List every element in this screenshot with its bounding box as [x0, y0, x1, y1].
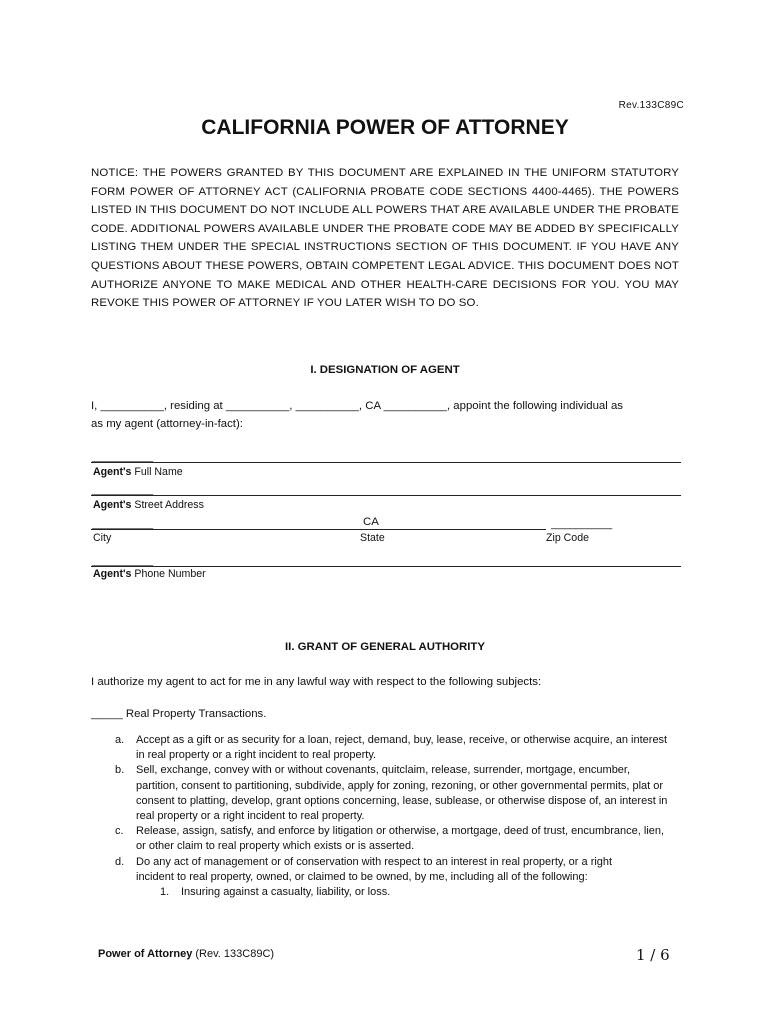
agent-full-name-line: [91, 462, 681, 463]
list-item-marker: d.: [115, 855, 125, 868]
agent-full-name-blank[interactable]: __________: [92, 451, 154, 463]
list-item-marker: c.: [115, 825, 124, 838]
footer-doc-info: [98, 948, 274, 960]
footer-doc-name: Power of Attorney: [98, 948, 193, 960]
list-item: [115, 824, 675, 854]
agent-street-address-blank[interactable]: __________: [92, 484, 154, 496]
footer-rev: (Rev. 133C89C): [195, 948, 275, 960]
real-property-powers-list: [115, 733, 675, 900]
real-property-subject-line[interactable]: _____ Real Property Transactions.: [91, 708, 267, 720]
agent-city-state-line: [91, 529, 546, 530]
list-item-marker: b.: [115, 764, 125, 777]
page-number: 1 / 6: [636, 946, 670, 964]
sub-list-item: [115, 885, 675, 900]
city-label: City: [93, 532, 112, 544]
agent-phone-blank[interactable]: __________: [92, 555, 154, 567]
revision-code: Rev.133C89C: [618, 100, 684, 111]
agent-phone-line: [91, 566, 681, 567]
list-item: [115, 763, 675, 824]
agent-phone-label: Agent's Phone Number: [93, 568, 206, 580]
state-label: State: [360, 532, 385, 544]
agent-zip-blank[interactable]: __________: [551, 518, 613, 530]
sub-list-item-text: Insuring against a casualty, liability, or loss.: [181, 886, 391, 899]
list-item-text: Release, assign, satisfy, and enforce by litigation or otherwise, a mortgage, deed of trust, encumbrance, lien, or other claim to real property which exists or is asserted.: [136, 825, 665, 853]
agent-street-address-label: Agent's Street Address: [93, 499, 204, 511]
list-item-marker: a.: [115, 734, 125, 746]
designation-intro-line-2: as my agent (attorney-in-fact):: [91, 418, 243, 430]
section-heading-general-authority: II. GRANT OF GENERAL AUTHORITY: [285, 641, 485, 653]
agent-state-value: CA: [363, 516, 379, 528]
authority-intro: I authorize my agent to act for me in any lawful way with respect to the following subjects:: [91, 676, 542, 688]
agent-street-address-line: [91, 495, 681, 496]
sub-list-item-marker: 1.: [160, 886, 170, 899]
list-item-text: Sell, exchange, convey with or without covenants, quitclaim, release, surrender, mortgage, encumber, partition, consent to partitioning, subdivide, apply for zoning, rezoning, or other governmental permits, plat or consent to platting, develop, grant options concerning, lease, sublease, or otherwise dispose of, an interest in real property or a right incident to real property.: [136, 764, 668, 823]
list-item-text: Do any act of management or of conservation with respect to an interest in real property, or a right incident to real property, owned, or claimed to be owned, by me, including all of the following:: [136, 855, 613, 883]
list-item-text: Accept as a gift or as security for a loan, reject, demand, buy, lease, receive, or otherwise acquire, an interest in real property or a right incident to real property.: [136, 734, 668, 762]
agent-full-name-label: Agent's Full Name: [93, 466, 183, 478]
list-item: [115, 855, 646, 885]
section-heading-designation: I. DESIGNATION OF AGENT: [310, 364, 460, 376]
designation-intro-line-1: I, __________, residing at __________, __________, CA __________, appoint the following individual as: [91, 400, 623, 412]
notice-paragraph: NOTICE: THE POWERS GRANTED BY THIS DOCUMENT ARE EXPLAINED IN THE UNIFORM STATUTORY FORM POWER OF ATTORNEY ACT (CALIFORNIA PROBATE CODE SECTIONS 4400-4465). THE POWERS LISTED IN THIS DOCUMENT DO NOT INCLUDE ALL POWERS THAT ARE AVAILABLE UNDER THE PROBATE CODE. ADDITIONAL POWERS AVAILABLE UNDER THE PROBATE CODE MAY BE ADDED BY SPECIFICALLY LISTING THEM UNDER THE SPECIAL INSTRUCTIONS SECTION OF THIS DOCUMENT. IF YOU HAVE ANY QUESTIONS ABOUT THESE POWERS, OBTAIN COMPETENT LEGAL ADVICE. THIS DOCUMENT DOES NOT AUTHORIZE ANYONE TO MAKE MEDICAL AND OTHER HEALTH-CARE DECISIONS FOR YOU. YOU MAY REVOKE THIS POWER OF ATTORNEY IF YOU LATER WISH TO DO SO.: [91, 167, 679, 310]
agent-city-blank[interactable]: __________: [92, 518, 154, 530]
list-item: [115, 733, 675, 763]
page-title: CALIFORNIA POWER OF ATTORNEY: [201, 116, 569, 139]
zip-code-label: Zip Code: [546, 532, 589, 544]
